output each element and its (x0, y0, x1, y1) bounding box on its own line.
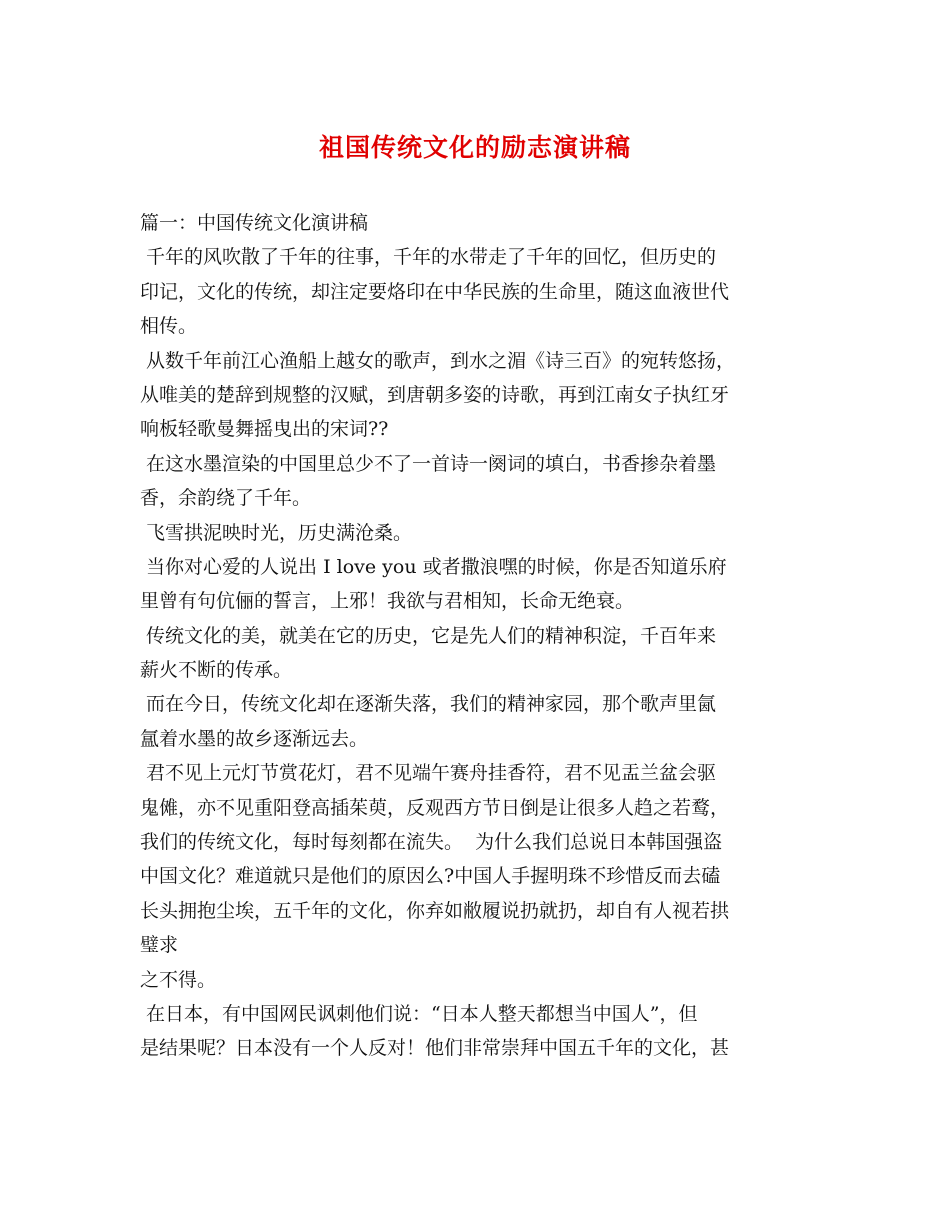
text-line: 氲着水墨的故乡逐渐远去。 (140, 727, 369, 750)
text-line: 响板轻歌曼舞摇曳出的宋词?? (140, 418, 389, 441)
text-line: 我们的传统文化，每时每刻都在流失。 为什么我们总说日本韩国强盗 (140, 831, 723, 854)
text-line: 千年的风吹散了千年的往事，千年的水带走了千年的回忆，但历史的 (140, 246, 717, 269)
text-line: 在日本，有中国网民讽刺他们说：“日本人整天都想当中国人”，但 (140, 1002, 698, 1025)
document-body (140, 206, 820, 1066)
text-line: 薪火不断的传承。 (140, 659, 293, 682)
text-line: 君不见上元灯节赏花灯，君不见端午赛舟挂香符，君不见盂兰盆会驱 (140, 762, 717, 785)
text-line: 中国文化？难道就只是他们的原因么?中国人手握明珠不珍惜反而去磕 (140, 865, 721, 888)
document-title: 祖国传统文化的励志演讲稿 (318, 133, 631, 162)
text-line: 传统文化的美，就美在它的历史，它是先人们的精神积淀，千百年来 (140, 624, 717, 647)
text-line: 里曾有句伉俪的誓言，上邪！我欲与君相知，长命无绝衰。 (140, 590, 635, 613)
text-line: 长头拥抱尘埃，五千年的文化，你弃如敝履说扔就扔，却自有人视若拱 (140, 899, 730, 922)
text-line: 相传。 (140, 315, 198, 338)
text-line: 从唯美的楚辞到规整的汉赋，到唐朝多姿的诗歌，再到江南女子执红牙 (140, 383, 730, 406)
text-line: 篇一：中国传统文化演讲稿 (140, 212, 369, 234)
text-line: 是结果呢？日本没有一个人反对！他们非常崇拜中国五千年的文化，甚 (140, 1037, 730, 1060)
text-line: 印记，文化的传统，却注定要烙印在中华民族的生命里，随这血液世代 (140, 280, 730, 303)
text-line: 在这水墨渲染的中国里总少不了一首诗一阕词的填白，书香掺杂着墨 (140, 452, 717, 475)
text-line: 之不得。 (140, 968, 217, 991)
text-line: 当你对心爱的人说出 I love you 或者撒浪嘿的时候，你是否知道乐府 (140, 555, 727, 578)
text-line: 鬼傩，亦不见重阳登高插茱萸，反观西方节日倒是让很多人趋之若鹜， (140, 796, 730, 819)
text-line: 而在今日，传统文化却在逐渐失落，我们的精神家园，那个歌声里氤 (140, 693, 717, 716)
text-line: 璧求 (140, 934, 179, 957)
text-line: 香，余韵绕了千年。 (140, 487, 312, 510)
text-line: 飞雪拱泥映时光，历史满沧桑。 (140, 521, 413, 544)
text-line: 从数千年前江心渔船上越女的歌声，到水之湄《诗三百》的宛转悠扬， (140, 349, 736, 372)
